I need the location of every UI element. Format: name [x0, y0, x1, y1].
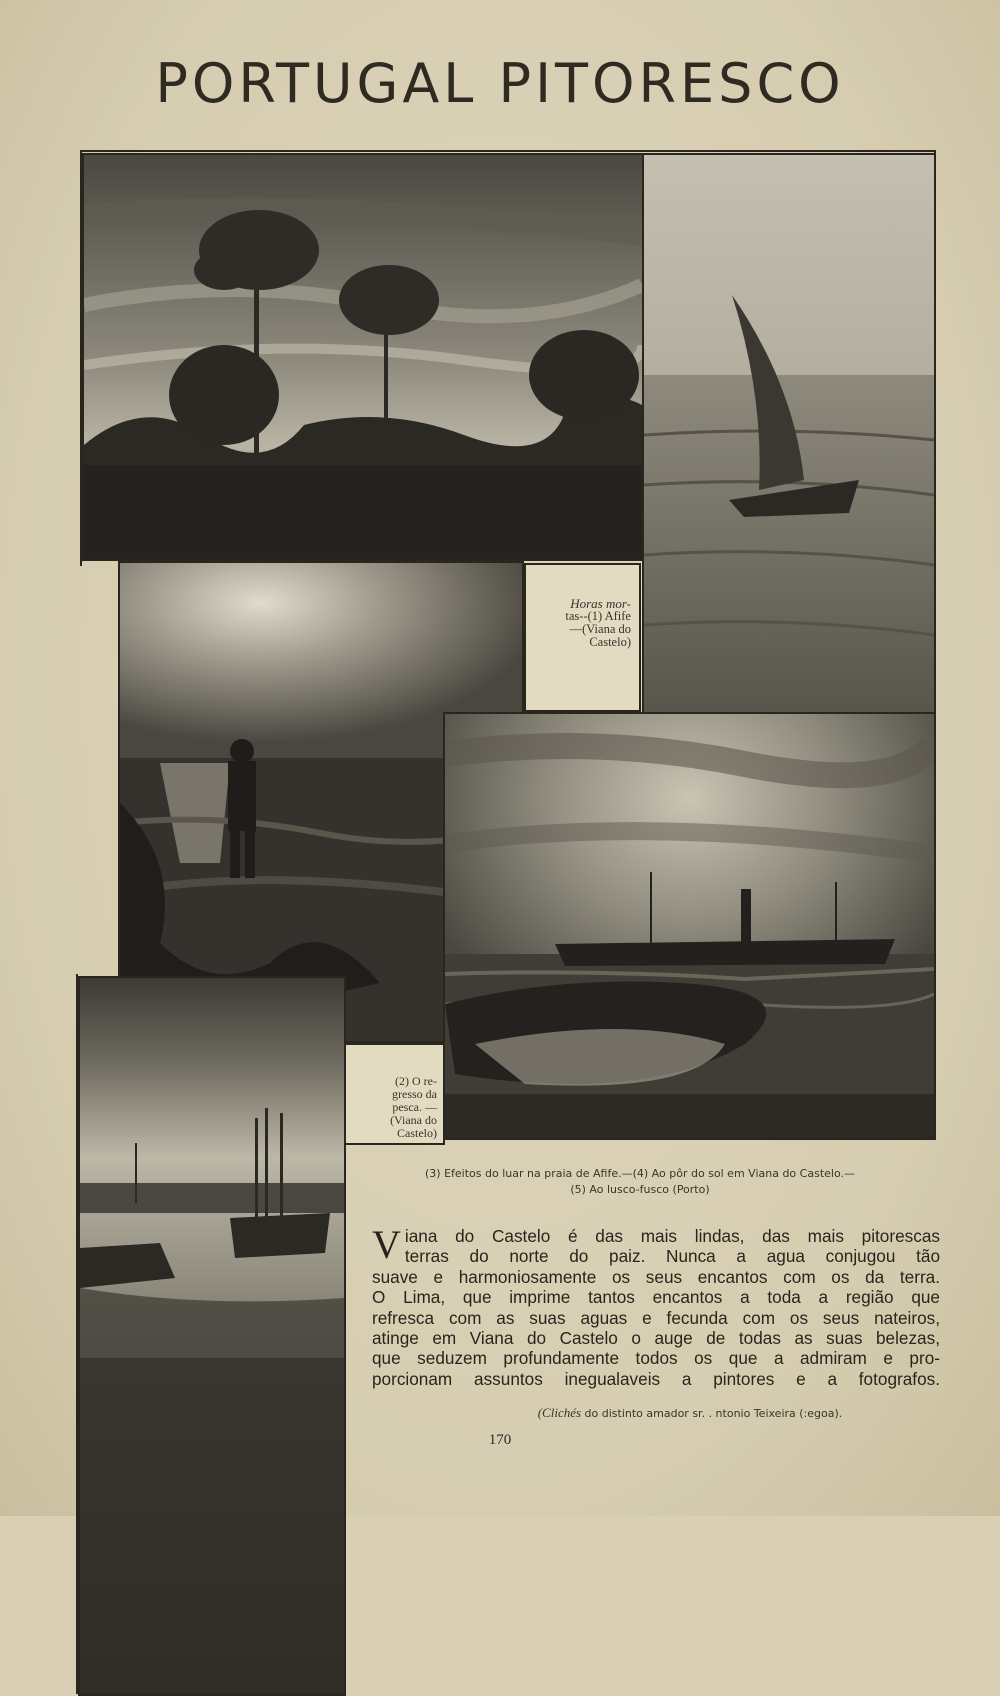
- caption-1-line: Horas mor-: [570, 596, 631, 611]
- photo-ships-sunset: [443, 712, 936, 1140]
- caption-1-line: Castelo): [589, 635, 631, 649]
- caption-2-line: pesca. —: [392, 1100, 437, 1114]
- article-line: atinge em Viana do Castelo o auge de todas as suas belezas,: [372, 1328, 940, 1349]
- page-number: 170: [488, 1432, 512, 1448]
- caption-1-line: tas--(1) Afife: [565, 609, 631, 623]
- credits-italic: (Clichés: [537, 1405, 582, 1420]
- caption-2-line: (2) O re-: [395, 1074, 437, 1088]
- photo-sailboat: [642, 153, 936, 715]
- article-line: que seduzem profundamente todos os que a admiram e pro-: [372, 1348, 940, 1369]
- caption-2-line: (Viana do: [390, 1113, 437, 1127]
- photo-credits: [440, 1405, 940, 1421]
- photo-captions: [360, 1166, 920, 1198]
- article-line: refresca com as suas aguas e fecunda com os seus nateiros,: [372, 1307, 940, 1328]
- photo-caption-line-1: (3) Efeitos do luar na praia de Afife.—(4) Ao pôr do sol em Viana do Castelo.—: [425, 1167, 855, 1180]
- article-line: terras do norte do paiz. Nunca a agua conjugou tão: [404, 1246, 940, 1267]
- photo-porto-harbour: [78, 976, 346, 1696]
- photo-trees-sunset: [82, 153, 644, 561]
- article-line: suave e harmoniosamente os seus encantos com os da terra.: [372, 1266, 940, 1287]
- article-line: porcionam assuntos inegualaveis a pintores e a fotografos.: [372, 1368, 940, 1389]
- drop-cap: V: [372, 1222, 401, 1267]
- caption-1-line: —(Viana do: [569, 622, 631, 636]
- caption-2-line: Castelo): [397, 1126, 437, 1140]
- article-paragraph: [372, 1222, 940, 1389]
- caption-box-2: [344, 1043, 445, 1145]
- article-line: iana do Castelo é das mais lindas, das mais pitorescas: [404, 1226, 940, 1246]
- photo-caption-line-2: (5) Ao lusco-fusco (Porto): [570, 1183, 710, 1196]
- caption-box-1: [524, 563, 641, 712]
- caption-2-line: gresso da: [392, 1087, 437, 1101]
- article-line: O Lima, que imprime tantos encantos a toda a região que: [372, 1287, 940, 1308]
- frame-rule-top: [80, 150, 936, 152]
- credits-text: do distinto amador sr. . ntonio Teixeira (:egoa).: [581, 1407, 843, 1420]
- page-title: PORTUGAL PITORESCO: [155, 52, 845, 115]
